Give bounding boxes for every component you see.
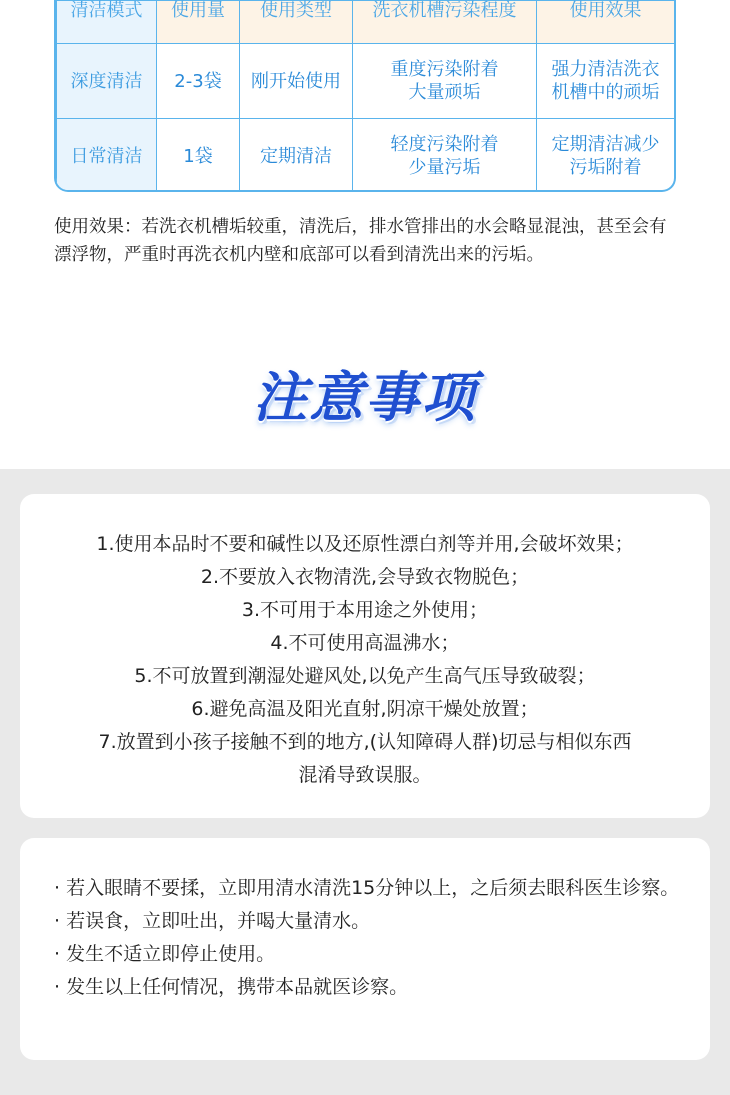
precaution-item: 3.不可用于本用途之外使用； <box>241 599 489 621</box>
amount-cell: 2-3袋 <box>157 44 240 119</box>
precaution-item: 1.使用本品时不要和碱性以及还原性漂白剂等并用,会破坏效果； <box>96 533 634 555</box>
first-aid-item: · 发生以上任何情况，携带本品就医诊察。 <box>54 976 409 998</box>
level-line: 大量顽垢 <box>408 82 481 103</box>
header-cell: 清洁模式 <box>57 1 157 44</box>
first-aid-item: · 若误食，立即吐出，并喝大量清水。 <box>54 910 371 932</box>
first-aid-item: · 发生不适立即停止使用。 <box>54 943 276 965</box>
precautions-card <box>20 494 710 818</box>
precaution-item: 4.不可使用高温沸水； <box>270 632 460 654</box>
level-line: 少量污垢 <box>408 157 481 178</box>
usage-table <box>54 0 676 192</box>
amount-cell: 1袋 <box>157 119 240 193</box>
header-cell: 使用类型 <box>240 1 353 44</box>
precaution-item: 2.不要放入衣物清洗,会导致衣物脱色； <box>200 566 530 588</box>
precaution-item: 5.不可放置到潮湿处避风处,以免产生高气压导致破裂； <box>134 665 596 687</box>
usage-effect-note: 使用效果：若洗衣机槽垢较重，清洗后，排水管排出的水会略显混浊，甚至会有漂浮物，严重时再洗衣机内壁和底部可以看到清洗出来的污垢。 <box>54 217 667 265</box>
effect-cell <box>537 119 675 193</box>
effect-cell <box>537 44 675 119</box>
level-line: 轻度污染附着 <box>390 134 499 155</box>
first-aid-item: · 若入眼睛不要揉，立即用清水清洗15分钟以上，之后须去眼科医生诊察。 <box>54 877 680 899</box>
header-cell: 使用量 <box>157 1 240 44</box>
effect-line: 机槽中的顽垢 <box>551 82 660 103</box>
header-cell: 使用效果 <box>537 1 675 44</box>
precaution-item: 混淆导致误服。 <box>298 764 432 786</box>
table-row <box>57 119 675 193</box>
effect-line: 强力清洁洗衣 <box>551 59 660 80</box>
effect-line: 定期清洁减少 <box>551 134 660 155</box>
type-cell: 定期清洁 <box>240 119 353 193</box>
mode-cell: 深度清洁 <box>57 44 157 119</box>
usage-table-grid <box>56 0 675 192</box>
level-cell <box>353 119 537 193</box>
type-cell: 刚开始使用 <box>240 44 353 119</box>
mode-cell: 日常清洁 <box>57 119 157 193</box>
first-aid-list <box>54 872 694 1004</box>
level-cell <box>353 44 537 119</box>
header-cell: 洗衣机槽污染程度 <box>353 1 537 44</box>
level-line: 重度污染附着 <box>390 59 499 80</box>
precaution-item: 6.避免高温及阳光直射,阴凉干燥处放置； <box>191 698 539 720</box>
precaution-item: 7.放置到小孩子接触不到的地方,(认知障碍人群)切忌与相似东西 <box>98 731 632 753</box>
effect-line: 污垢附着 <box>569 157 642 178</box>
first-aid-card <box>20 838 710 1060</box>
table-header-row <box>57 1 675 44</box>
table-row <box>57 44 675 119</box>
section-heading: 注意事项 <box>253 366 477 429</box>
